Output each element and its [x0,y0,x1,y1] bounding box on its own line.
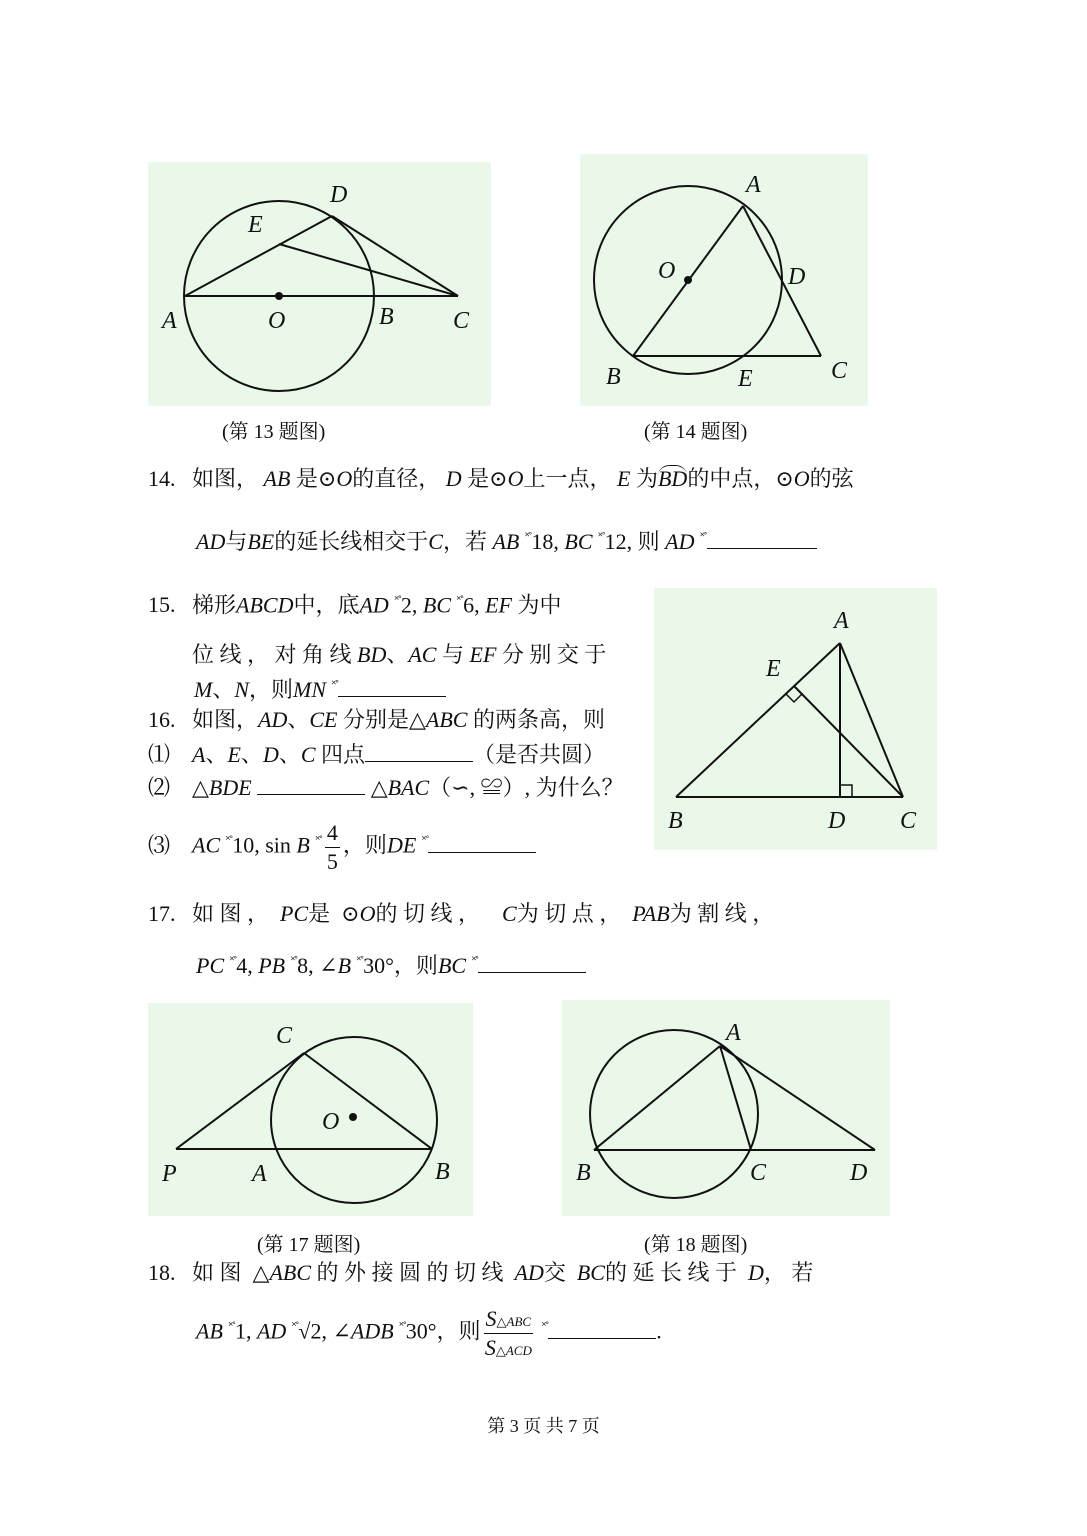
label-C: C [276,1023,293,1049]
q15-line2: 位 线 ， 对 角 线 BD、AC 与 EF 分 别 交 于 [192,642,607,667]
q18-line1: 18. 如 图 △ABC 的 外 接 圆 的 切 线 AD交 BC的 延 长 线 于 D， 若 [148,1260,814,1285]
label-B: B [576,1160,591,1186]
q14-line2: AD与BE的延长线相交于C，若 AB ˟˚18, BC ˟˚12, 则 AD ˟˚ [196,528,817,553]
q16-part3: ⑶ AC ˟˚10, sin B ˟˚ $\frac{4}{5}$ ，则DE ˟˚ [148,822,536,873]
label-O: O [658,258,676,284]
label-E: E [766,656,781,682]
q18-line2: AB ˟˚1, AD ˟˚√2, ∠ADB ˟˚30°，则 $\frac{\text{S△ABC}}{\text{S△ACD}}$ ˟˚ . [196,1306,662,1360]
label-D: D [828,808,846,834]
page-footer: 第 3 页 共 7 页 [487,1416,600,1436]
q14-line1: 14. 如图， AB 是⊙O的直径， D 是⊙O上一点， E 为BD的中点，⊙O的弦 [148,466,854,491]
figure-16 [654,588,937,850]
q15-line1: 15. 梯形ABCD中，底AD ˟˚2, BC ˟˚6, EF 为中 [148,592,562,618]
q16-line1: 16. 如图，AD、CE 分别是△ABC 的两条高，则 [148,707,605,732]
q17-answer-blank[interactable] [478,952,586,973]
label-P: P [162,1161,177,1187]
q17-line2: PC ˟˚4, PB ˟˚8, ∠B ˟˚30°，则BC ˟˚ [196,952,586,977]
q14-answer-blank[interactable] [707,528,817,549]
label-E: E [738,366,753,392]
label-D: D [330,182,348,208]
label-C: C [831,358,848,384]
label-D: D [850,1160,868,1186]
q15-answer-blank[interactable] [338,676,446,697]
q16-part2-blank[interactable] [257,774,365,795]
figure-13 [148,162,491,406]
label-C: C [750,1160,767,1186]
q18-answer-blank[interactable] [548,1318,656,1339]
label-A: A [252,1161,267,1187]
q16-part3-blank[interactable] [428,832,536,853]
figure-18 [562,1000,890,1216]
q16-part1: ⑴ A、E、D、C 四点 （是否共圆） [148,742,606,767]
label-A: A [746,172,761,198]
label-B: B [668,808,683,834]
caption-17: (第 17 题图) [257,1234,361,1256]
q15-line3: M、N，则MN ˟˚ [194,676,446,701]
label-O: O [322,1109,340,1135]
label-B: B [606,364,621,390]
caption-14: (第 14 题图) [644,421,748,443]
label-C: C [453,308,470,334]
caption-13: (第 13 题图) [222,421,326,443]
label-O: O [268,308,286,334]
caption-18: (第 18 题图) [644,1234,748,1256]
label-D: D [788,264,806,290]
label-A: A [834,608,849,634]
label-B: B [435,1159,450,1185]
q17-line1: 17. 如 图 ， PC是 ⊙O的 切 线 ， C为 切 点 ， PAB为 割 线 ， [148,901,775,926]
label-A: A [162,308,177,334]
label-A: A [726,1020,741,1046]
label-C: C [900,808,917,834]
figure-17 [148,1003,473,1216]
label-E: E [248,212,263,238]
figure-14 [580,154,868,406]
q16-part1-blank[interactable] [365,741,473,762]
q16-part2: ⑵ △BDE △BAC（∽, ≌）, 为什么？ [148,775,624,800]
label-B: B [379,304,394,330]
